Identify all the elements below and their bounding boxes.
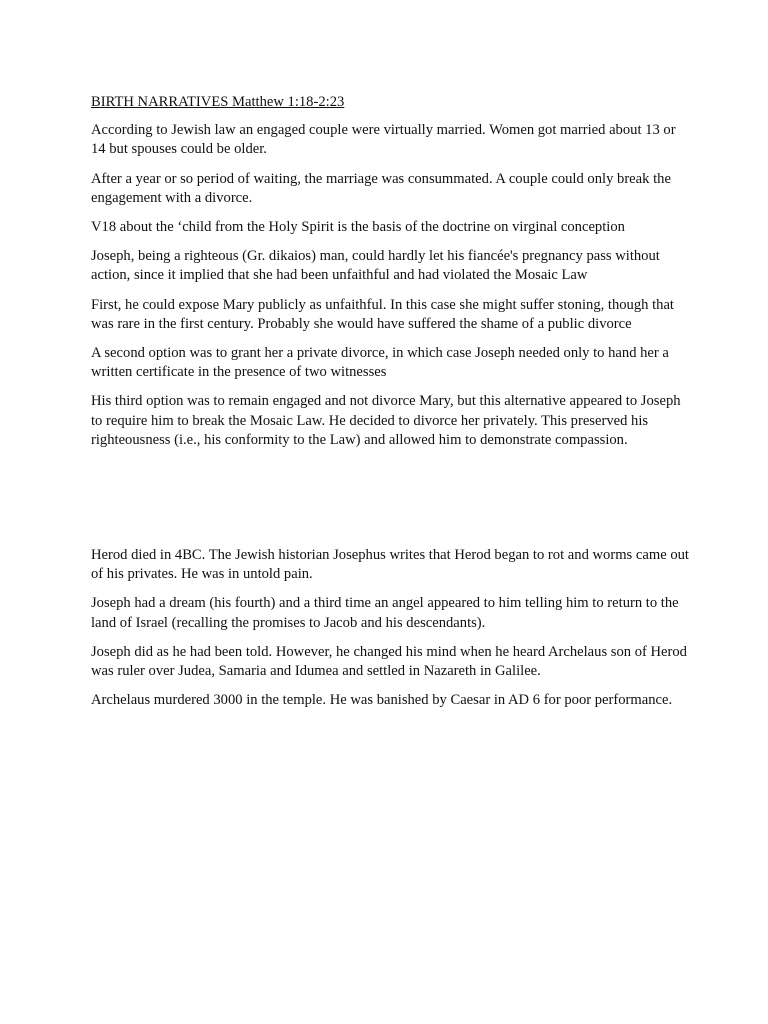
document-page bbox=[91, 93, 691, 720]
paragraph: According to Jewish law an engaged couple were virtually married. Women got married about 13 or 14 but spouses could be older. bbox=[91, 122, 676, 158]
paragraph: Archelaus murdered 3000 in the temple. He was banished by Caesar in AD 6 for poor performance. bbox=[91, 692, 673, 709]
paragraph: Joseph did as he had been told. However, he changed his mind when he heard Archelaus son of Herod was ruler over Judea, Samaria and Idumea and settled in Nazareth in Galilee. bbox=[91, 643, 687, 680]
paragraph: Joseph, being a righteous (Gr. dikaios) man, could hardly let his fiancée's pregnancy pass without action, since it implied that she had been unfaithful and had violated the Mosaic Law bbox=[91, 248, 660, 284]
paragraph: V18 about the ‘child from the Holy Spirit is the basis of the doctrine on virginal conception bbox=[91, 219, 625, 236]
paragraph: After a year or so period of waiting, the marriage was consummated. A couple could only break the engagement with a divorce. bbox=[91, 170, 671, 206]
paragraph: A second option was to grant her a private divorce, in which case Joseph needed only to hand her a written certificate in the presence of two witnesses bbox=[91, 345, 669, 381]
document-title: BIRTH NARRATIVES Matthew 1:18-2:23 bbox=[91, 94, 345, 110]
section-two bbox=[91, 546, 691, 710]
paragraph: His third option was to remain engaged and not divorce Mary, but this alternative appeared to Joseph to require him to break the Mosaic Law. He decided to divorce her privately. This preserved his righteousness (i.e., his conformity to the Law) and allowed him to demonstrate compassion. bbox=[91, 393, 681, 448]
section-spacer bbox=[91, 460, 691, 546]
paragraph: First, he could expose Mary publicly as unfaithful. In this case she might suffer stoning, though that was rare in the first century. Probably she would have suffered the shame of a public divorce bbox=[91, 296, 674, 332]
paragraph: Joseph had a dream (his fourth) and a third time an angel appeared to him telling him to return to the land of Israel (recalling the promises to Jacob and his descendants). bbox=[91, 595, 679, 631]
section-one bbox=[91, 121, 691, 450]
paragraph: Herod died in 4BC. The Jewish historian Josephus writes that Herod began to rot and worms came out of his privates. He was in untold pain. bbox=[91, 547, 689, 583]
